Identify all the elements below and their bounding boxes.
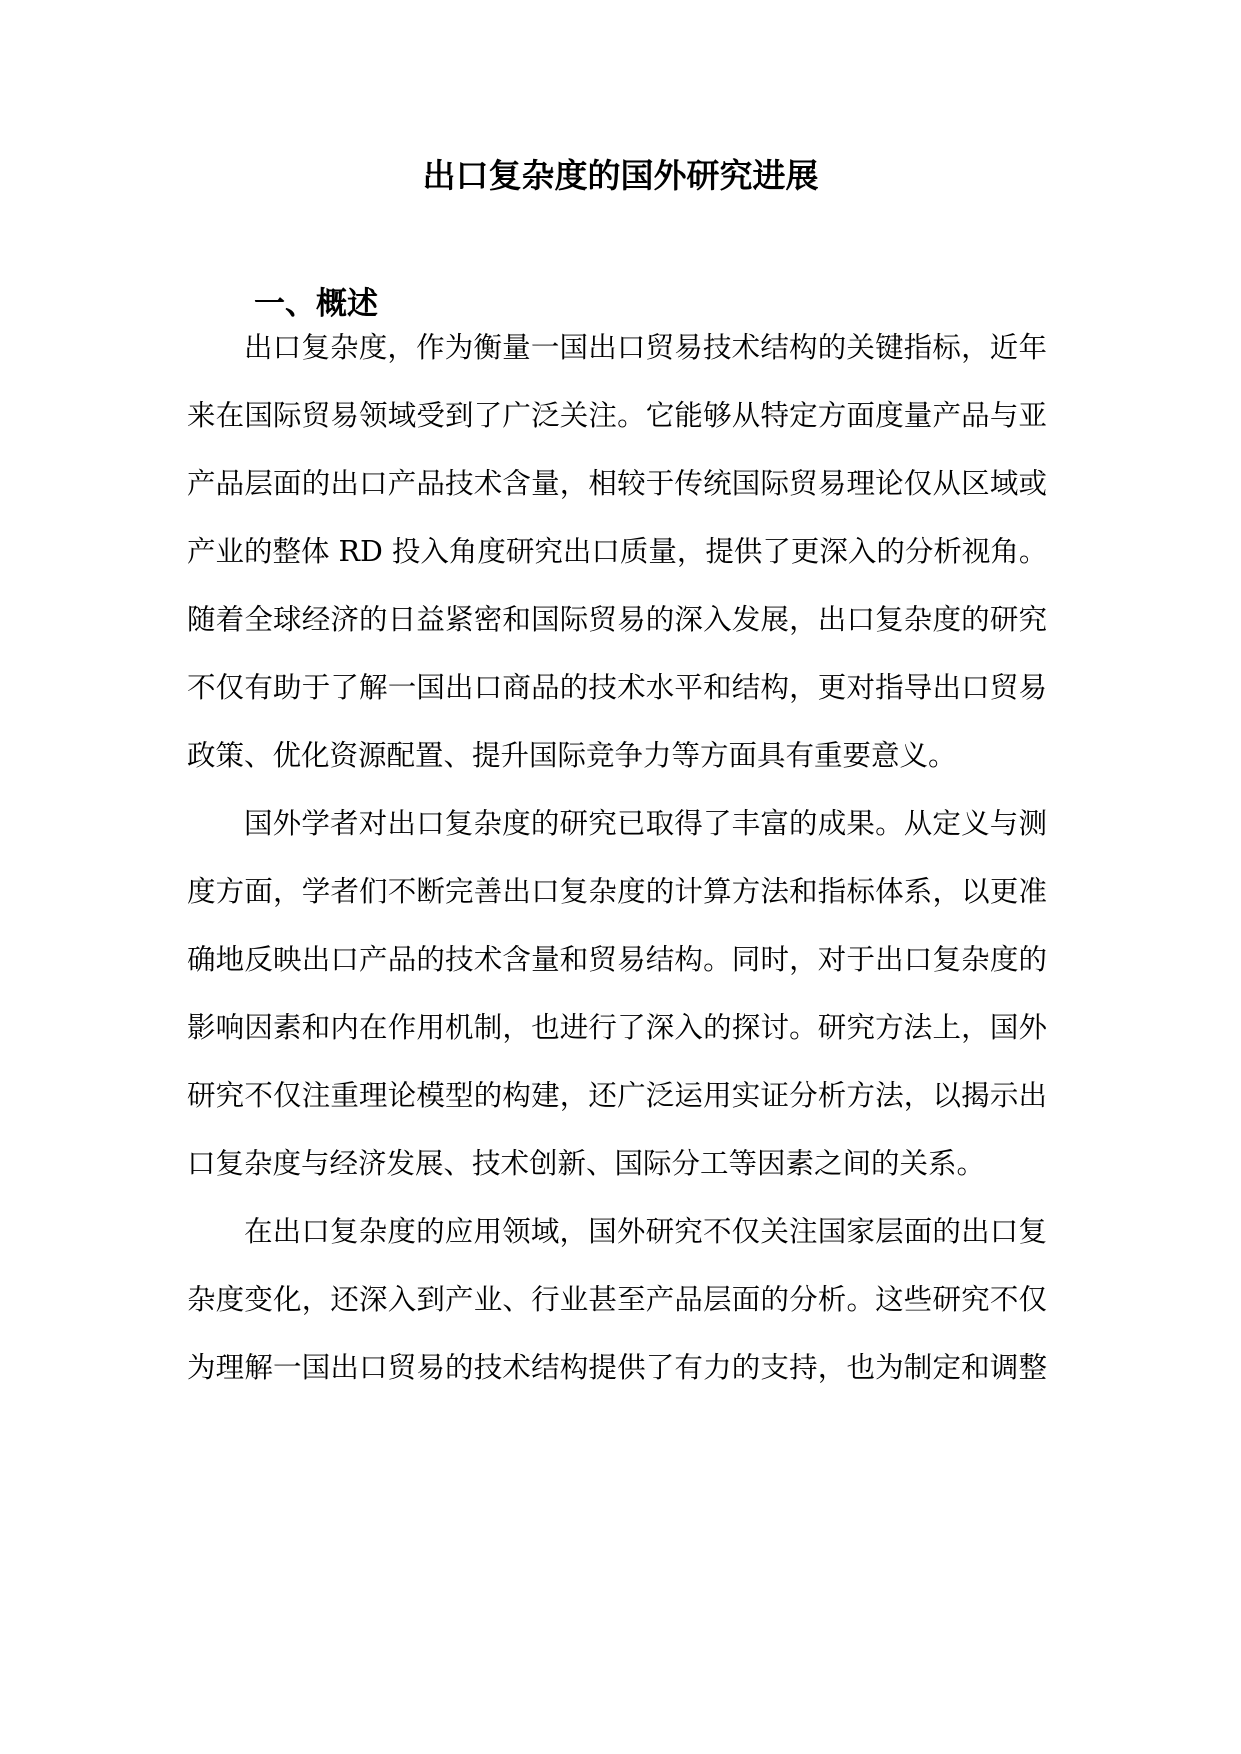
paragraph-line: 产业的整体 RD 投入角度研究出口质量，提供了更深入的分析视角。 <box>187 535 1048 568</box>
paragraph-line: 影响因素和内在作用机制，也进行了深入的探讨。研究方法上，国外 <box>187 1011 1047 1044</box>
paragraph-line: 度方面，学者们不断完善出口复杂度的计算方法和指标体系，以更准 <box>187 875 1047 908</box>
paragraph-line: 在出口复杂度的应用领域，国外研究不仅关注国家层面的出口复 <box>244 1215 1047 1248</box>
paragraph-line: 出口复杂度，作为衡量一国出口贸易技术结构的关键指标，近年 <box>244 331 1047 364</box>
paragraph-line: 杂度变化，还深入到产业、行业甚至产品层面的分析。这些研究不仅 <box>187 1283 1047 1316</box>
paragraph-line: 政策、优化资源配置、提升国际竞争力等方面具有重要意义。 <box>187 739 957 772</box>
paragraph-line: 国外学者对出口复杂度的研究已取得了丰富的成果。从定义与测 <box>244 807 1047 840</box>
paragraph-line: 为理解一国出口贸易的技术结构提供了有力的支持，也为制定和调整 <box>187 1351 1047 1384</box>
section-heading-overview: 一、概述 <box>254 286 378 322</box>
paragraph-line: 确地反映出口产品的技术含量和贸易结构。同时，对于出口复杂度的 <box>187 943 1047 976</box>
document-title: 出口复杂度的国外研究进展 <box>422 156 819 195</box>
paragraph-line: 来在国际贸易领域受到了广泛关注。它能够从特定方面度量产品与亚 <box>187 399 1047 432</box>
paragraph-line: 产品层面的出口产品技术含量，相较于传统国际贸易理论仅从区域或 <box>187 467 1047 500</box>
paragraph-line: 不仅有助于了解一国出口商品的技术水平和结构，更对指导出口贸易 <box>187 671 1047 704</box>
paragraph-line: 口复杂度与经济发展、技术创新、国际分工等因素之间的关系。 <box>187 1147 986 1180</box>
paragraph-line: 随着全球经济的日益紧密和国际贸易的深入发展，出口复杂度的研究 <box>187 603 1047 636</box>
paragraph-line: 研究不仅注重理论模型的构建，还广泛运用实证分析方法，以揭示出 <box>187 1079 1047 1112</box>
